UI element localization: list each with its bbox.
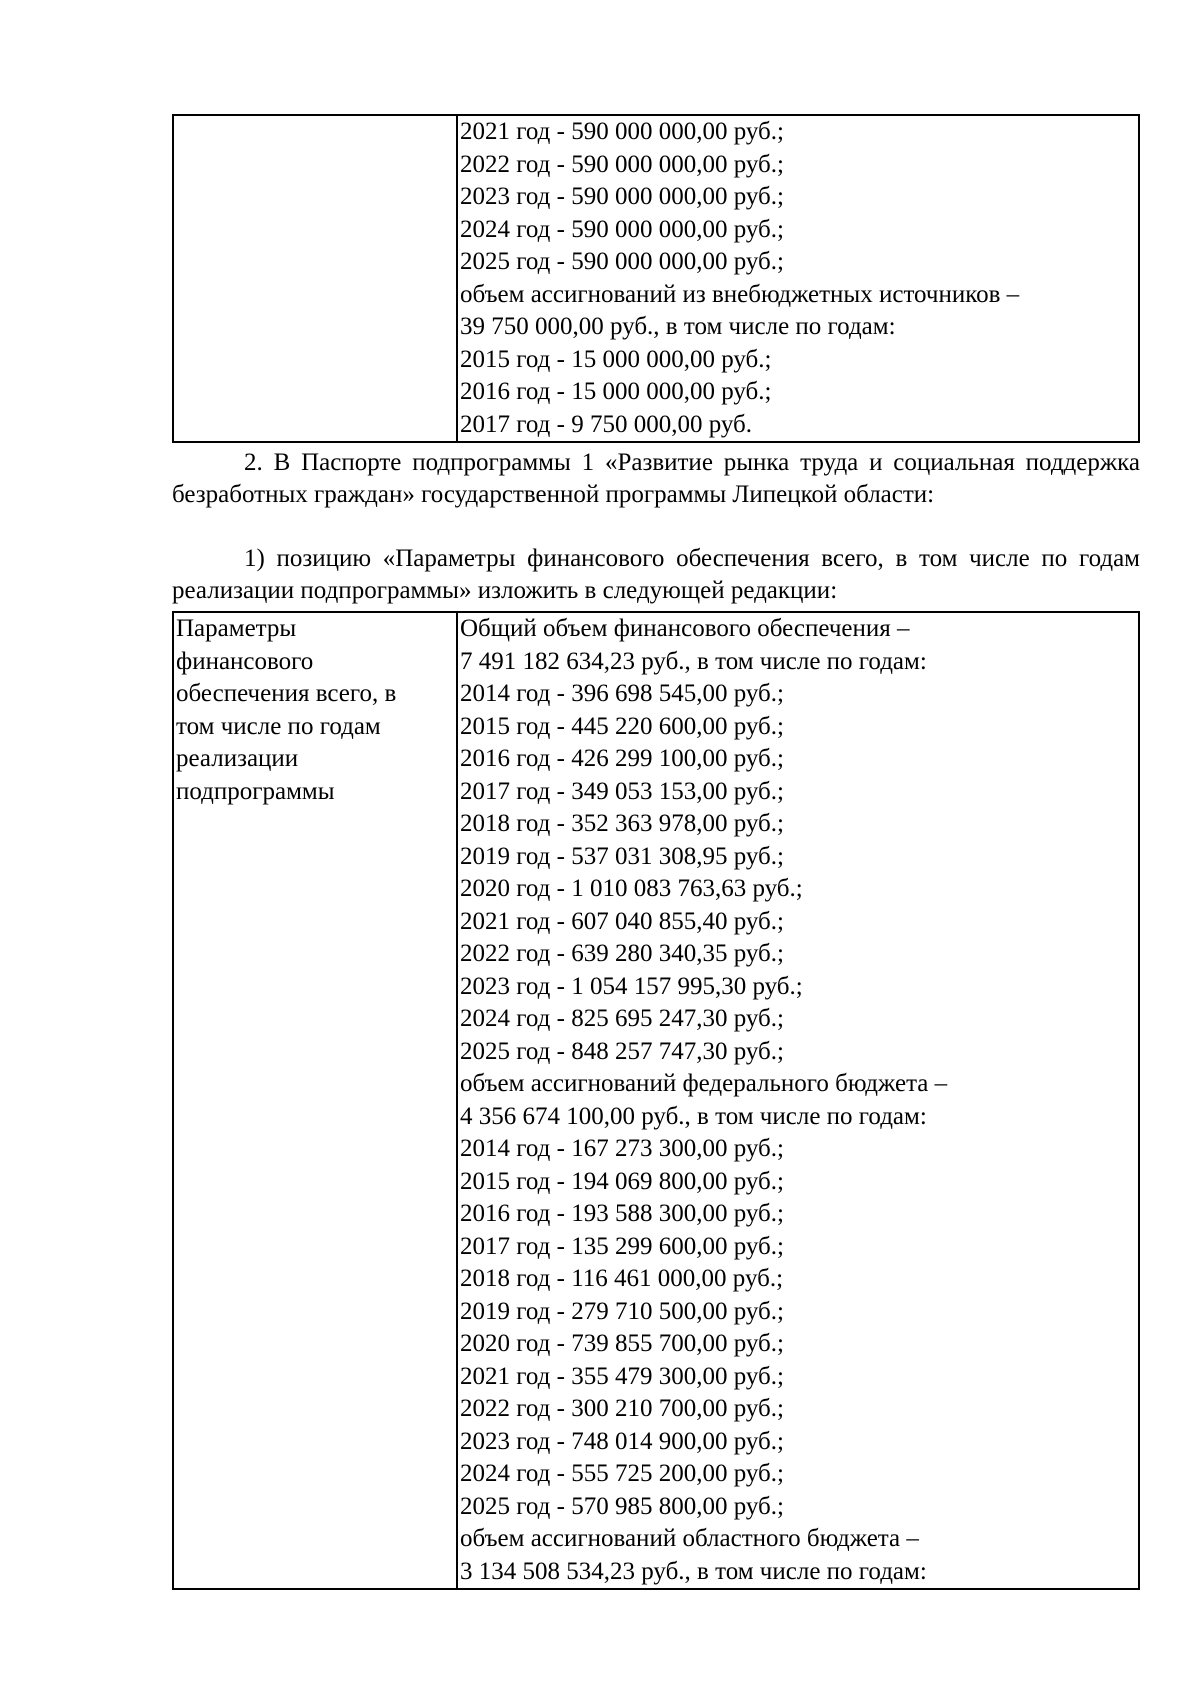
table-line: 3 134 508 534,23 руб., в том числе по годам: — [460, 1557, 927, 1585]
table-line: объем ассигнований из внебюджетных источников – — [460, 280, 1020, 308]
table-line: 2021 год - 355 479 300,00 руб.; — [460, 1362, 784, 1390]
parameter-label-line: том числе по годам — [176, 712, 381, 740]
table-line: Общий объем финансового обеспечения – — [460, 615, 910, 642]
funding-parameters-table — [172, 611, 1140, 1590]
table-line: 2016 год - 426 299 100,00 руб.; — [460, 745, 784, 772]
table-line: 2015 год - 445 220 600,00 руб.; — [460, 712, 784, 740]
table-line: 7 491 182 634,23 руб., в том числе по годам: — [460, 647, 927, 675]
table-line: 2023 год - 748 014 900,00 руб.; — [460, 1427, 784, 1455]
table-row — [173, 612, 1139, 1589]
table-line: 2018 год - 116 461 000,00 руб.; — [460, 1265, 784, 1292]
parameter-label-line: финансового — [176, 647, 314, 675]
table-line: 2025 год - 570 985 800,00 руб.; — [460, 1492, 784, 1520]
table-line: объем ассигнований федерального бюджета – — [460, 1070, 948, 1097]
parameter-label-line: обеспечения всего, в — [176, 680, 397, 707]
table-line: 2017 год - 9 750 000,00 руб. — [460, 410, 753, 438]
table-line: 2024 год - 825 695 247,30 руб.; — [460, 1005, 784, 1032]
table-line: 2017 год - 135 299 600,00 руб.; — [460, 1232, 784, 1260]
paragraph-item-2-1: 1) позицию «Параметры финансового обеспечения всего, в том числе по годам реализации подпрограммы» изложить в следующей редакции: — [172, 545, 1140, 604]
table-line: 2023 год - 590 000 000,00 руб.; — [460, 183, 784, 210]
table-line: 2020 год - 1 010 083 763,63 руб.; — [460, 875, 803, 902]
table-line: 4 356 674 100,00 руб., в том числе по годам: — [460, 1102, 927, 1130]
table-line: 2023 год - 1 054 157 995,30 руб.; — [460, 972, 803, 1000]
table-line: 2019 год - 537 031 308,95 руб.; — [460, 842, 784, 870]
paragraph-item-2: 2. В Паспорте подпрограммы 1 «Развитие рынка труда и социальная поддержка безработных граждан» государственной программы Липецкой области: — [172, 449, 1140, 508]
table-line: 2024 год - 555 725 200,00 руб.; — [460, 1460, 784, 1487]
table-line: 39 750 000,00 руб., в том числе по годам: — [460, 313, 896, 340]
table-line: 2021 год - 590 000 000,00 руб.; — [460, 118, 784, 145]
table-line: 2020 год - 739 855 700,00 руб.; — [460, 1330, 784, 1357]
table-line: 2018 год - 352 363 978,00 руб.; — [460, 810, 784, 837]
table-line: 2021 год - 607 040 855,40 руб.; — [460, 907, 784, 935]
table-line: 2022 год - 590 000 000,00 руб.; — [460, 150, 784, 178]
table-line: 2024 год - 590 000 000,00 руб.; — [460, 215, 784, 243]
table-cell-parameter — [173, 612, 457, 1589]
table-line: 2014 год - 396 698 545,00 руб.; — [460, 680, 784, 707]
table-line: 2019 год - 279 710 500,00 руб.; — [460, 1297, 784, 1325]
parameter-label-line: реализации — [176, 745, 299, 772]
table-line: 2022 год - 300 210 700,00 руб.; — [460, 1395, 784, 1422]
table-line: 2025 год - 848 257 747,30 руб.; — [460, 1037, 784, 1065]
table-line: объем ассигнований областного бюджета – — [460, 1525, 919, 1552]
parameter-label-line: Параметры — [176, 615, 297, 642]
table-line: 2014 год - 167 273 300,00 руб.; — [460, 1135, 784, 1162]
table-line: 2016 год - 15 000 000,00 руб.; — [460, 378, 772, 405]
table-cell-parameter — [173, 115, 457, 442]
table-cell-values — [457, 115, 1139, 442]
table-line: 2022 год - 639 280 340,35 руб.; — [460, 940, 784, 967]
table-line: 2015 год - 15 000 000,00 руб.; — [460, 345, 772, 373]
table-line: 2017 год - 349 053 153,00 руб.; — [460, 777, 784, 805]
table-line: 2015 год - 194 069 800,00 руб.; — [460, 1167, 784, 1195]
table-row — [173, 115, 1139, 442]
parameter-label-line: подпрограммы — [176, 777, 335, 805]
table-line: 2025 год - 590 000 000,00 руб.; — [460, 248, 784, 275]
table-line: 2016 год - 193 588 300,00 руб.; — [460, 1200, 784, 1227]
table-cell-values — [457, 612, 1139, 1589]
funding-table-continued — [172, 114, 1140, 443]
